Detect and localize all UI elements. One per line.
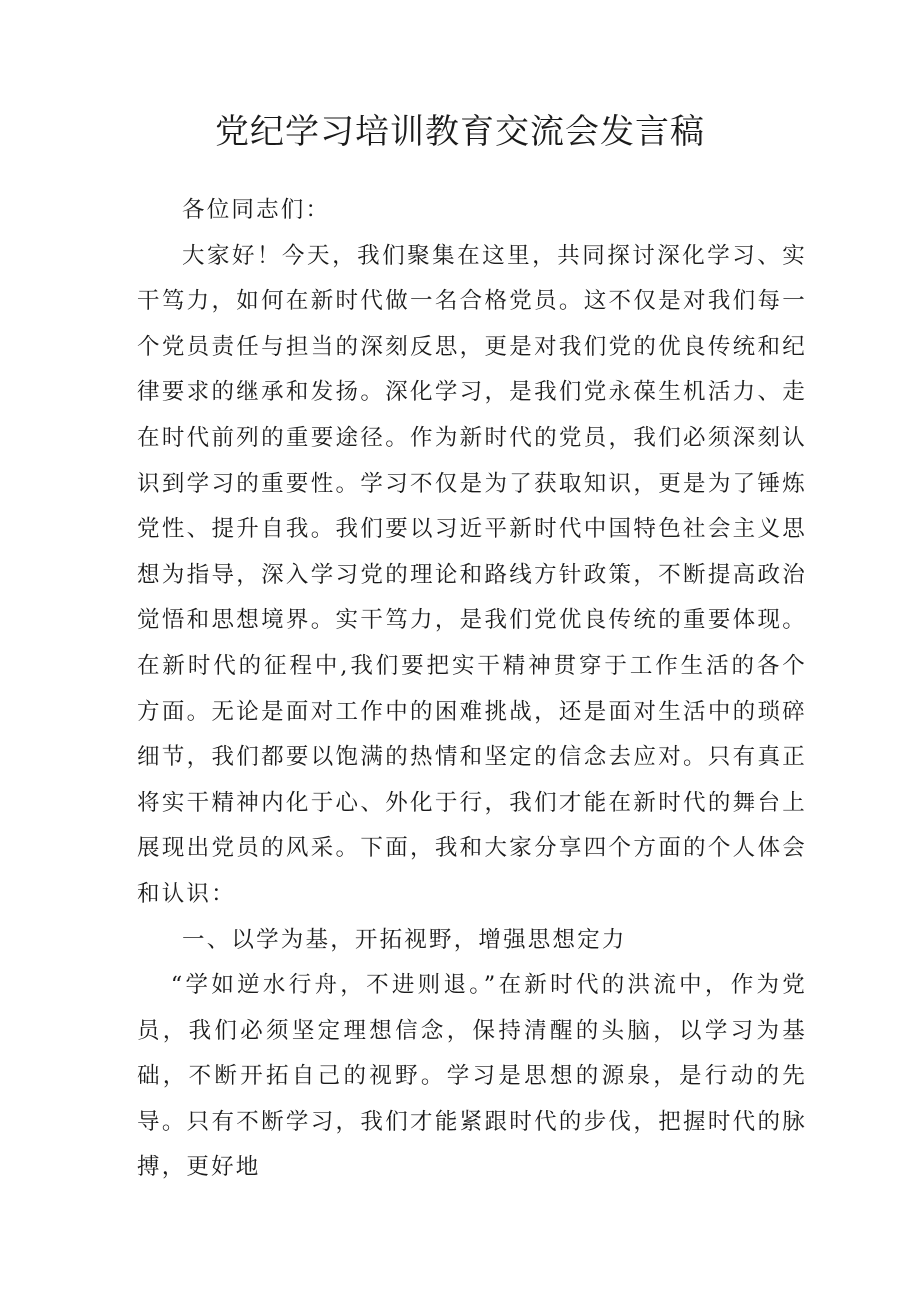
salutation: 各位同志们：: [182, 197, 331, 223]
section-paragraph: “学如逆水行舟，不进则退。”在新时代的洪流中，作为党员，我们必须坚定理想信念，保持清醒的头脑，以学习为基础，不断开拓自己的视野。学习是思想的源泉，是行动的先导。只有不断学习，我们才能紧跟时代的步伐，把握时代的脉搏，更好地: [137, 972, 807, 1181]
document-body: [137, 188, 807, 1191]
intro-paragraph: 大家好！今天，我们聚集在这里，共同探讨深化学习、实干笃力，如何在新时代做一名合格党员。这不仅是对我们每一个党员责任与担当的深刻反思，更是对我们党的优良传统和纪律要求的继承和发扬。深化学习，是我们党永葆生机活力、走在时代前列的重要途径。作为新时代的党员，我们必须深刻认识到学习的重要性。学习不仅是为了获取知识，更是为了锤炼党性、提升自我。我们要以习近平新时代中国特色社会主义思想为指导，深入学习党的理论和路线方针政策，不断提高政治觉悟和思想境界。实干笃力，是我们党优良传统的重要体现。在新时代的征程中,我们要把实干精神贯穿于工作生活的各个方面。无论是面对工作中的困难挑战，还是面对生活中的琐碎细节，我们都要以饱满的热情和坚定的信念去应对。只有真正将实干精神内化于心、外化于行，我们才能在新时代的舞台上展现出党员的风采。下面，我和大家分享四个方面的个人体会和认识：: [137, 242, 807, 907]
document-title: 党纪学习培训教育交流会发言稿: [215, 112, 705, 152]
section-heading: 一、以学为基，开拓视野，增强思想定力: [182, 926, 627, 953]
